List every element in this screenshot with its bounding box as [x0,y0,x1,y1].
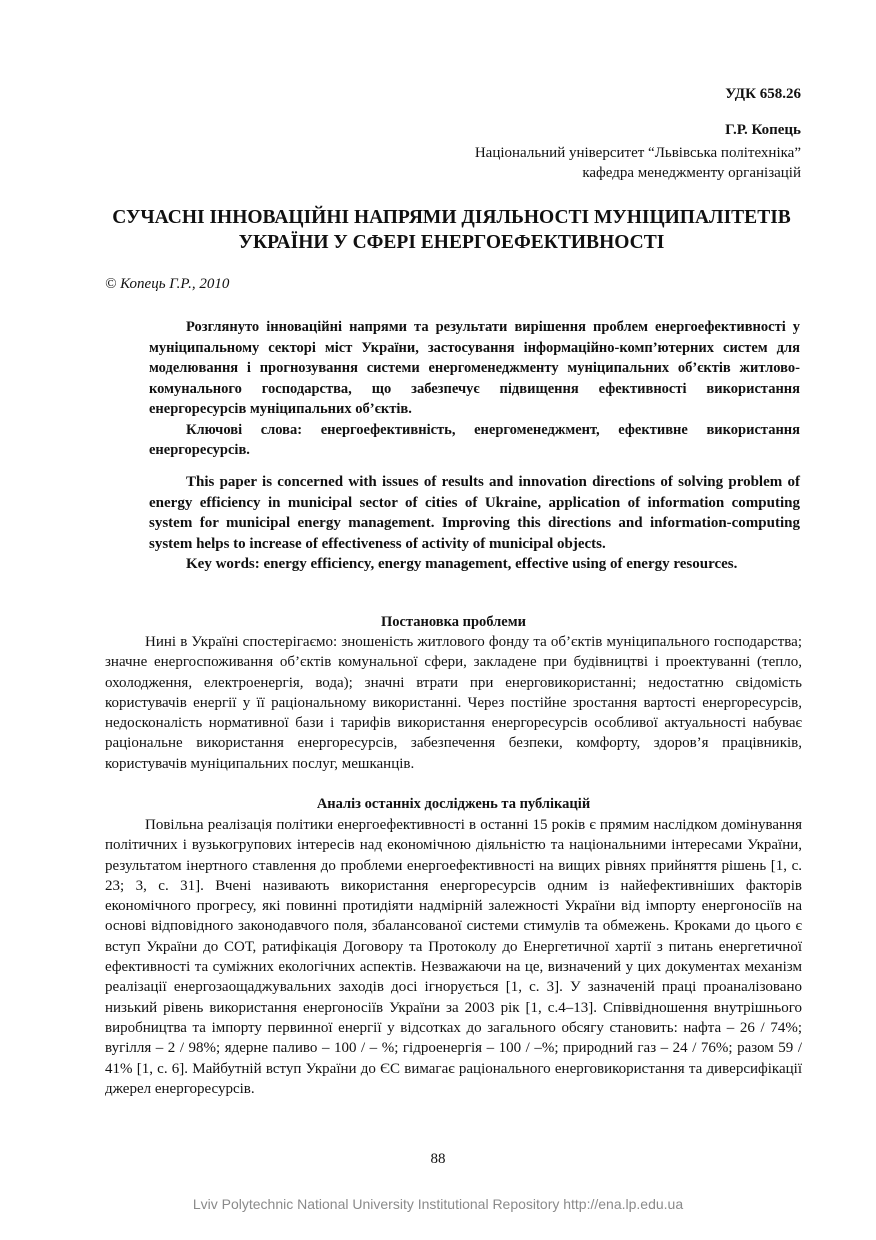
section-heading-analysis: Аналіз останніх досліджень та публікацій [316,796,591,812]
author-department: кафедра менеджменту організацій [582,165,801,181]
paragraph: Повільна реалізація політики енергоефективності в останні 15 років є прямим наслідком домінування політичних і вузькогрупових інтересів над економічною діяльністю та національними інтересами України, результатом інертного ставлення до проблеми енергоефективності на вищих рівнях прийняття рішень [1, с. 23; 3, с. 31]. Вчені називають використання енергоресурсів одним із найефективніших факторів економічного прогресу, які повинні протидіяти надмірній залежності України від імпорту енергоносіїв на основі відповідного законодавчого поля, збалансованої системи стимулів та обмежень. Кроками до цього є вступ України до СОТ, ратифікація Договору та Протоколу до Енергетичної хартії з питань енергетичної ефективності та суміжних екологічних аспектів. Незважаючи на це, визначений у цих документах механізм реалізації енергозаощаджувальних заходів досі ігнорується [1, с. 3]. У зазначеній праці проаналізовано низький рівень використання енергоносіїв України за 2003 рік [1, с.4–13]. Співвідношення внутрішнього виробництва та імпорту первинної енергії у відсотках до загального обсягу становить: нафта – 26 / 74%; вугілля – 2 / 98%; ядерне паливо – 100 / – %; гідроенергія – 100 / –%; природний газ – 24 / 76%; разом 59 / 41% [1, с. 6]. Майбутній вступ України до ЄС вимагає раціонального енерговикористання та диверсифікації джерел енергоресурсів. [105,817,802,1097]
page-number: 88 [430,1151,446,1167]
keywords-en: Key words: energy efficiency, energy management, effective using of energy resources. [186,556,738,572]
paragraph: Нині в Україні спостерігаємо: зношеність житлового фонду та об’єктів муніципального господарства; значне енергоспоживання об’єктів комунальної сфери, закладене при будівництві і проектуванні (тепло, охолодження, електроенергія, вода); значні втрати при енерговикористанні; недостатню свідомість користувачів енергії у її раціональному використанні. Через постійне зростання вартості енергоресурсів, недосконалість нормативної бази і тарифів використання енергоресурсів особливої актуальності набуває раціональне використання енергоресурсів, забезпечення безпеки, комфорту, здоров’я працівників, користувачів муніципальних послуг, мешканців. [105,634,802,772]
keywords-ua: Ключові слова: енергоефективність, енергоменеджмент, ефективне використання енергоресурсів. [149,421,800,458]
author-name: Г.Р. Копець [725,122,801,138]
abstract-ua-text: Розглянуто інноваційні напрями та результати вирішення проблем енергоефективності у муніципальному секторі міст України, застосування інформаційно-комп’ютерних систем для моделювання і прогнозування системи енергоменеджменту муніципальних об’єктів житлово-комунального господарства, що забезпечує підвищення ефективності використання енергоресурсів муніципальних об’єктів. [149,319,800,417]
section-heading-problem: Постановка проблеми [381,614,526,630]
abstract-en-text: This paper is concerned with issues of results and innovation directions of solving problem of energy efficiency in municipal sector of cities of Ukraine, application of information computing system for municipal energy management. Improving this directions and information-computing system helps to increase of effectiveness of activity of municipal objects. [149,474,800,552]
section-body-analysis [105,815,802,1099]
abstract-english [149,472,800,575]
section-body-problem [105,632,802,774]
repository-footer: Lviv Polytechnic National University Institutional Repository http://ena.lp.edu.ua [192,1196,684,1212]
author-affiliation: Національний університет “Львівська політехніка” [474,145,801,161]
udk-code: УДК 658.26 [725,86,801,102]
abstract-ukrainian [149,317,800,461]
copyright-notice: © Копець Г.Р., 2010 [105,276,230,292]
paper-title: СУЧАСНІ ІННОВАЦІЙНІ НАПРЯМИ ДІЯЛЬНОСТІ МУНІЦИПАЛІТЕТІВ УКРАЇНИ У СФЕРІ ЕНЕРГОЕФЕКТИВНОСТІ [112,207,791,253]
